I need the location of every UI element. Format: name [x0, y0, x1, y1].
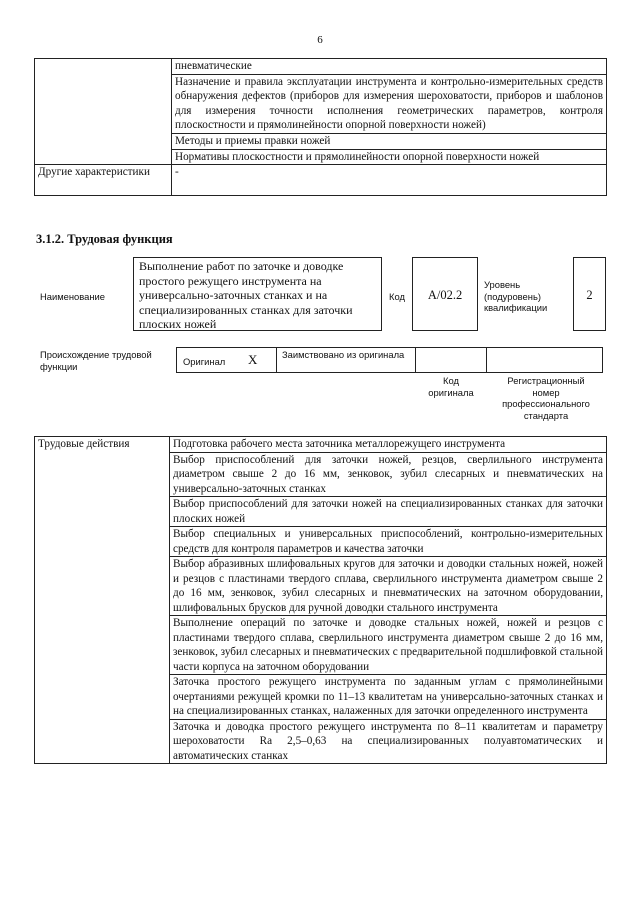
table-row: Подготовка рабочего места заточника металлорежущего инструмента	[170, 437, 607, 453]
table-row: пневматические	[172, 59, 607, 75]
borrowed-label: Заимствовано из оригинала	[282, 349, 405, 360]
other-characteristics-label: Другие характеристики	[35, 165, 172, 196]
name-label: Наименование	[40, 291, 105, 302]
origin-label: Происхождение трудовой функции	[40, 349, 152, 372]
original-mark: X	[248, 352, 258, 367]
labor-actions-label: Трудовые действия	[35, 437, 170, 764]
page-number: 6	[317, 34, 323, 46]
code-caption: Код оригинала	[428, 375, 474, 398]
level-value-box: 2	[573, 257, 606, 331]
table-row: Выбор абразивных шлифовальных кругов для заточки и доводки стальных ножей, ножей и резцов с пластинами твердого сплава, сверлильного инструмента диаметром свыше 2 до 16 мм, зенковок, зубил слесарных и пневматических на заточном оборудовании, шлифовальных брусков для ручной доводки стального инструмента	[170, 557, 607, 616]
original-code-cell	[415, 347, 487, 373]
original-label: Оригинал	[183, 356, 226, 367]
table-row: Заточка простого режущего инструмента по заданным углам с прямолинейными очертаниями режущей кромки по 11–13 квалитетам на универсально-заточных станках и на специализированных станках, налаженных для заточки определенного инструмента	[170, 675, 607, 720]
table-row: Методы и приемы правки ножей	[172, 133, 607, 149]
level-label: Уровень (подуровень) квалификации	[484, 279, 548, 313]
table-row: Выбор специальных и универсальных приспособлений, контрольно-измерительных средств для контроля параметров и качества заточки	[170, 527, 607, 557]
borrowed-cell	[276, 347, 416, 373]
registration-caption: Регистрационный номер профессионального стандарта	[502, 375, 590, 421]
registration-number-cell	[486, 347, 603, 373]
table-row: Нормативы плоскостности и прямолинейности опорной поверхности ножей	[172, 149, 607, 165]
code-label: Код	[389, 291, 405, 302]
table-row: Выбор приспособлений для заточки ножей на специализированных станках для заточки плоских ножей	[170, 497, 607, 527]
table-row: Назначение и правила эксплуатации инструмента и контрольно-измерительных средств обнаружения дефектов (приборов для измерения шероховатости, приборов и шаблонов для измерения точности исполнения геометрических параметров, контроля плоскостности и прямолинейности опорной поверхности ножей)	[172, 74, 607, 133]
code-value-box: A/02.2	[412, 257, 478, 331]
knowledge-table-continuation	[34, 58, 607, 196]
section-heading: 3.1.2. Трудовая функция	[36, 232, 173, 246]
table-row: Выбор приспособлений для заточки ножей, резцов, сверлильного инструмента диаметром свыше 2 до 16 мм, зенковок, зубил слесарных и пневматических на универсально-заточных станках	[170, 452, 607, 497]
origin-row	[177, 347, 603, 373]
table-row: Выполнение операций по заточке и доводке стальных ножей, ножей и резцов с пластинами твердого сплава, сверлильного инструмента диаметром свыше 2 до 16 мм, зенковок, зубил слесарных и пневматических с предварительной подшлифовкой стальной части корпуса на заточном оборудовании	[170, 616, 607, 675]
function-name-box: Выполнение работ по заточке и доводке простого режущего инструмента на универсально-заточных станках и на специализированных станках для заточки плоских ножей	[133, 257, 382, 331]
original-cell	[176, 347, 277, 373]
labor-actions-table	[34, 436, 607, 764]
other-characteristics-value: -	[172, 165, 607, 196]
table-row: Заточка и доводка простого режущего инструмента по 8–11 квалитетам и параметру шероховатости Ra 2,5–0,63 на специализированных полуавтоматических и автоматических станках	[170, 719, 607, 764]
table-label-cell	[35, 59, 172, 165]
